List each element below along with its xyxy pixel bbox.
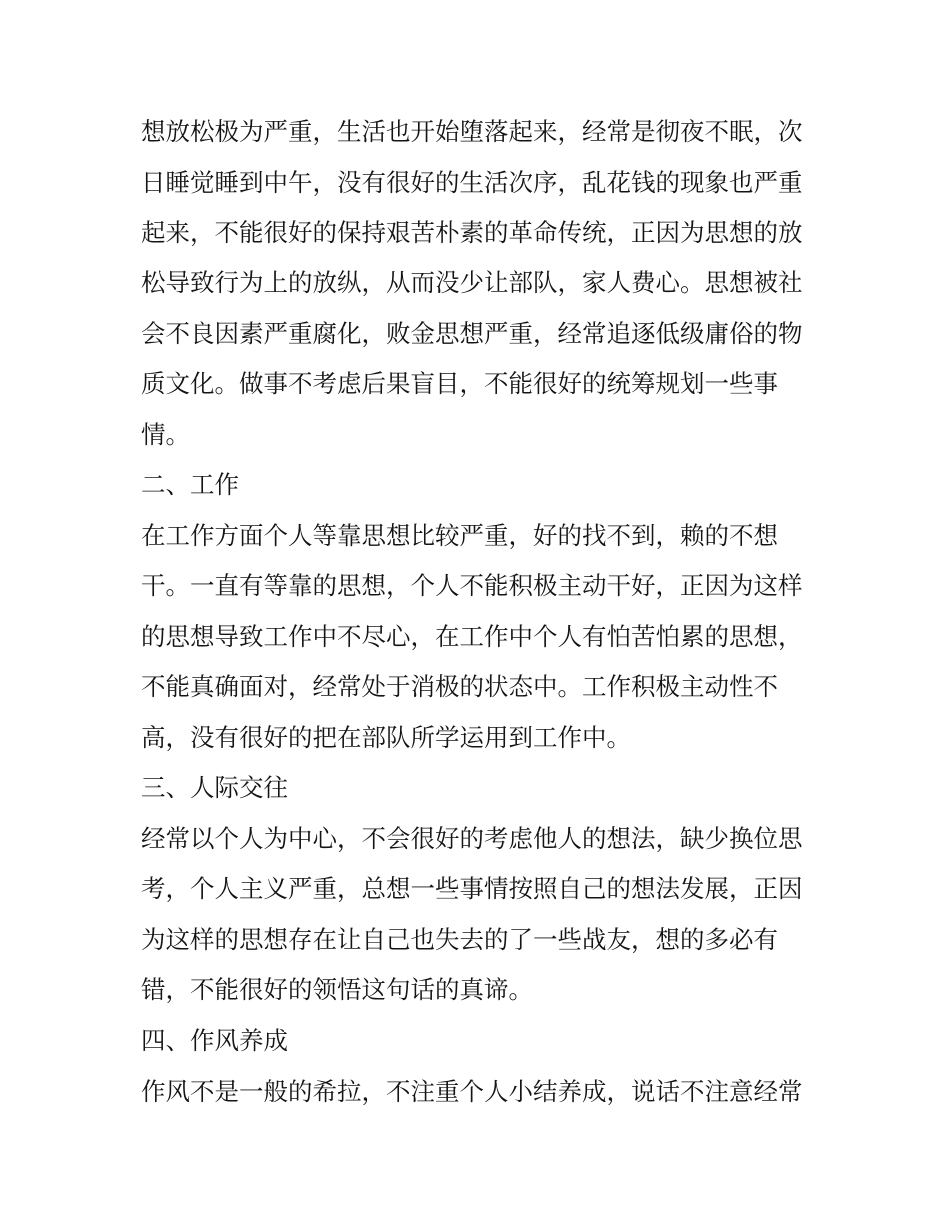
- paragraph-line: 为这样的思想存在让自己也失去的了一些战友，想的多必有: [141, 925, 778, 954]
- paragraph-line: 经常以个人为中心，不会很好的考虑他人的想法，缺少换位思: [141, 824, 803, 853]
- paragraph-line: 在工作方面个人等靠思想比较严重，好的找不到，赖的不想: [141, 521, 778, 550]
- paragraph-line: 干。一直有等靠的思想，个人不能积极主动干好，正因为这样: [141, 571, 803, 600]
- section-heading-conduct: 四、作风养成: [141, 1026, 288, 1055]
- paragraph-line: 错，不能很好的领悟这句话的真谛。: [141, 975, 533, 1004]
- paragraph-line: 作风不是一般的希拉，不注重个人小结养成，说话不注意经常: [141, 1077, 803, 1106]
- paragraph-line: 不能真确面对，经常处于消极的状态中。工作积极主动性不: [141, 672, 778, 701]
- paragraph-line: 的思想导致工作中不尽心，在工作中个人有怕苦怕累的思想，: [141, 622, 803, 651]
- paragraph-line: 日睡觉睡到中午，没有很好的生活次序，乱花钱的现象也严重: [141, 168, 803, 197]
- paragraph-line: 会不良因素严重腐化，败金思想严重，经常追逐低级庸俗的物: [141, 319, 803, 348]
- section-heading-interpersonal: 三、人际交往: [141, 773, 288, 802]
- paragraph-line: 想放松极为严重，生活也开始堕落起来，经常是彻夜不眠，次: [141, 117, 803, 146]
- paragraph-line: 考，个人主义严重，总想一些事情按照自己的想法发展，正因: [141, 874, 803, 903]
- paragraph-line: 高，没有很好的把在部队所学运用到工作中。: [141, 723, 631, 752]
- section-heading-work: 二、工作: [141, 470, 239, 499]
- paragraph-line: 松导致行为上的放纵，从而没少让部队，家人费心。思想被社: [141, 268, 803, 297]
- paragraph-line: 情。: [141, 420, 190, 449]
- paragraph-line: 起来，不能很好的保持艰苦朴素的革命传统，正因为思想的放: [141, 218, 803, 247]
- paragraph-line: 质文化。做事不考虑后果盲目，不能很好的统筹规划一些事: [141, 369, 778, 398]
